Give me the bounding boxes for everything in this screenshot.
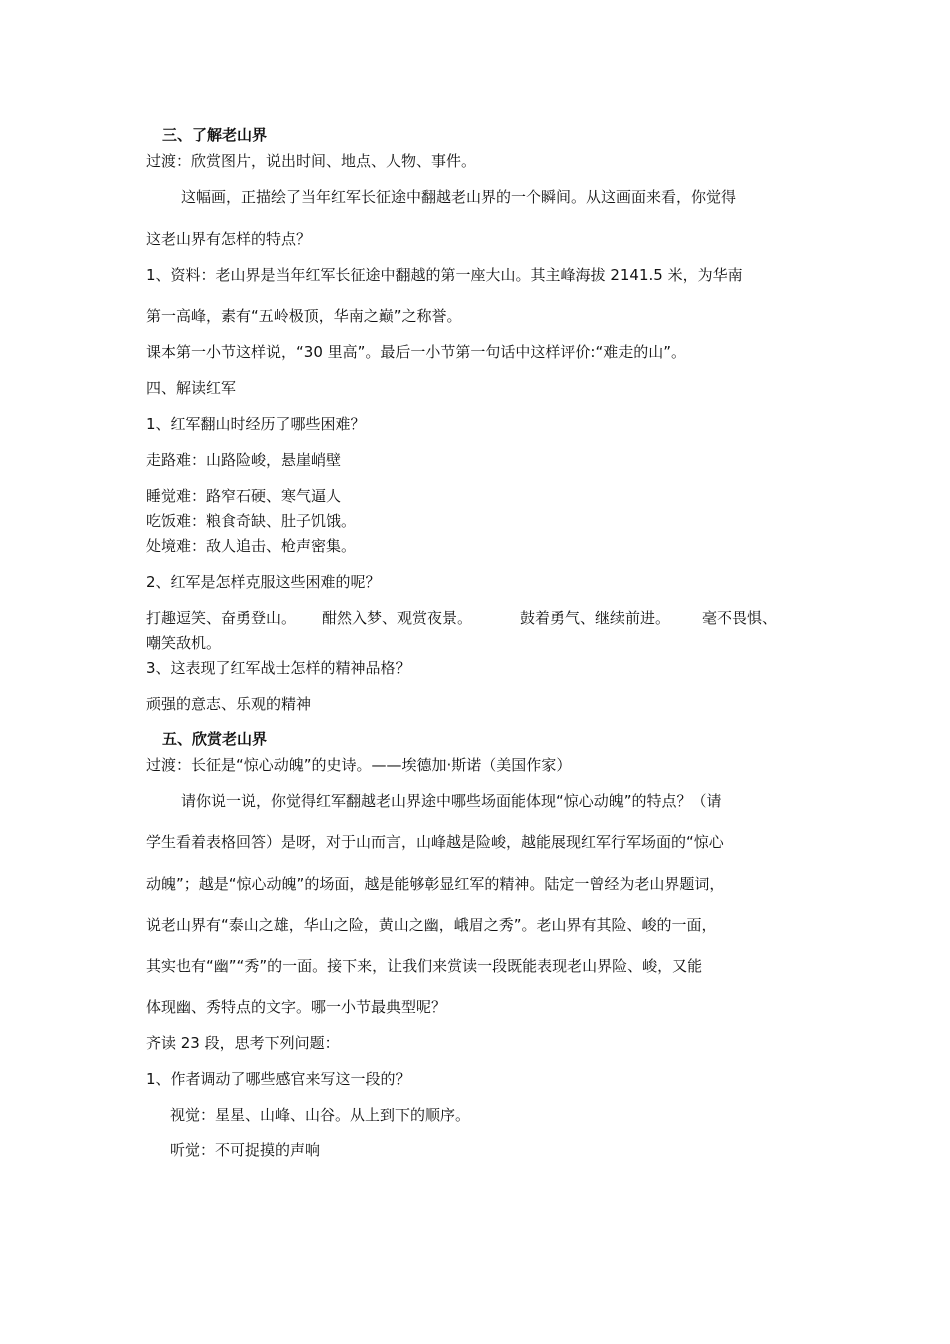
s5-paragraph-line-3: 动魄”；越是“惊心动魄”的场面，越是能够彰显红军的精神。陆定一曾经为老山界题词， [146,875,725,893]
s5-paragraph-line-1: 请你说一说，你觉得红军翻越老山界途中哪些场面能体现“惊心动魄”的特点？（请 [181,792,722,810]
s5-answer-hearing: 听觉：不可捉摸的声响 [170,1141,321,1159]
section-3-heading: 三、了解老山界 [162,126,268,144]
s4-answer-situation: 处境难：敌人追击、枪声密集。 [146,537,357,555]
s4-answer-walking: 走路难：山路险峻，悬崖峭壁 [146,451,342,469]
s3-paragraph-line-2: 这老山界有怎样的特点？ [146,230,312,248]
s4-question-2: 2、红军是怎样克服这些困难的呢？ [146,573,381,591]
s4-answer-spirit: 顽强的意志、乐观的精神 [146,695,312,713]
s4-answer-2-part-3: 鼓着勇气、继续前进。 [520,609,671,627]
s4-answer-2-line-1 [146,609,816,627]
section-5-heading: 五、欣赏老山界 [162,730,268,748]
s4-answer-2-part-1: 打趣逗笑、奋勇登山。 [146,609,297,627]
s5-paragraph-line-5: 其实也有“幽”“秀”的一面。接下来，让我们来赏读一段既能表现老山界险、峻，又能 [146,957,703,975]
s4-answer-eating: 吃饭难：粮食奇缺、肚子饥饿。 [146,512,357,530]
s5-paragraph-line-6: 体现幽、秀特点的文字。哪一小节最典型呢？ [146,998,447,1016]
section-4-heading: 四、解读红军 [146,379,237,397]
s5-question-1: 1、作者调动了哪些感官来写这一段的？ [146,1070,411,1088]
s4-answer-2-part-2: 酣然入梦、观赏夜景。 [322,609,473,627]
s3-info-line-1: 1、资料：老山界是当年红军长征途中翻越的第一座大山。其主峰海拔 2141.5 米，为华南 [146,266,743,284]
s3-transition: 过渡：欣赏图片，说出时间、地点、人物、事件。 [146,152,477,170]
s4-answer-sleeping: 睡觉难：路窄石硬、寒气逼人 [146,487,342,505]
s4-answer-2-part-4: 毫不畏惧、 [702,609,778,627]
s3-info-line-2: 第一高峰，素有“五岭极顶，华南之巅”之称誉。 [146,307,462,325]
s3-text-quote: 课本第一小节这样说，“30 里高”。最后一小节第一句话中这样评价:“难走的山”。 [146,343,686,361]
s4-answer-2-line-2: 嘲笑敌机。 [146,634,222,652]
s5-paragraph-line-2: 学生看着表格回答）是呀，对于山而言，山峰越是险峻，越能展现红军行军场面的“惊心 [146,833,724,851]
s5-transition: 过渡：长征是“惊心动魄”的史诗。——埃德加·斯诺（美国作家） [146,756,572,774]
s5-read-instruction: 齐读 23 段，思考下列问题： [146,1034,340,1052]
s4-question-3: 3、这表现了红军战士怎样的精神品格？ [146,659,411,677]
s3-paragraph-line-1: 这幅画，正描绘了当年红军长征途中翻越老山界的一个瞬间。从这画面来看，你觉得 [181,188,737,206]
s5-paragraph-line-4: 说老山界有“泰山之雄，华山之险，黄山之幽，峨眉之秀”。老山界有其险、峻的一面， [146,916,717,934]
s4-question-1: 1、红军翻山时经历了哪些困难？ [146,415,366,433]
s5-answer-visual: 视觉：星星、山峰、山谷。从上到下的顺序。 [170,1106,471,1124]
